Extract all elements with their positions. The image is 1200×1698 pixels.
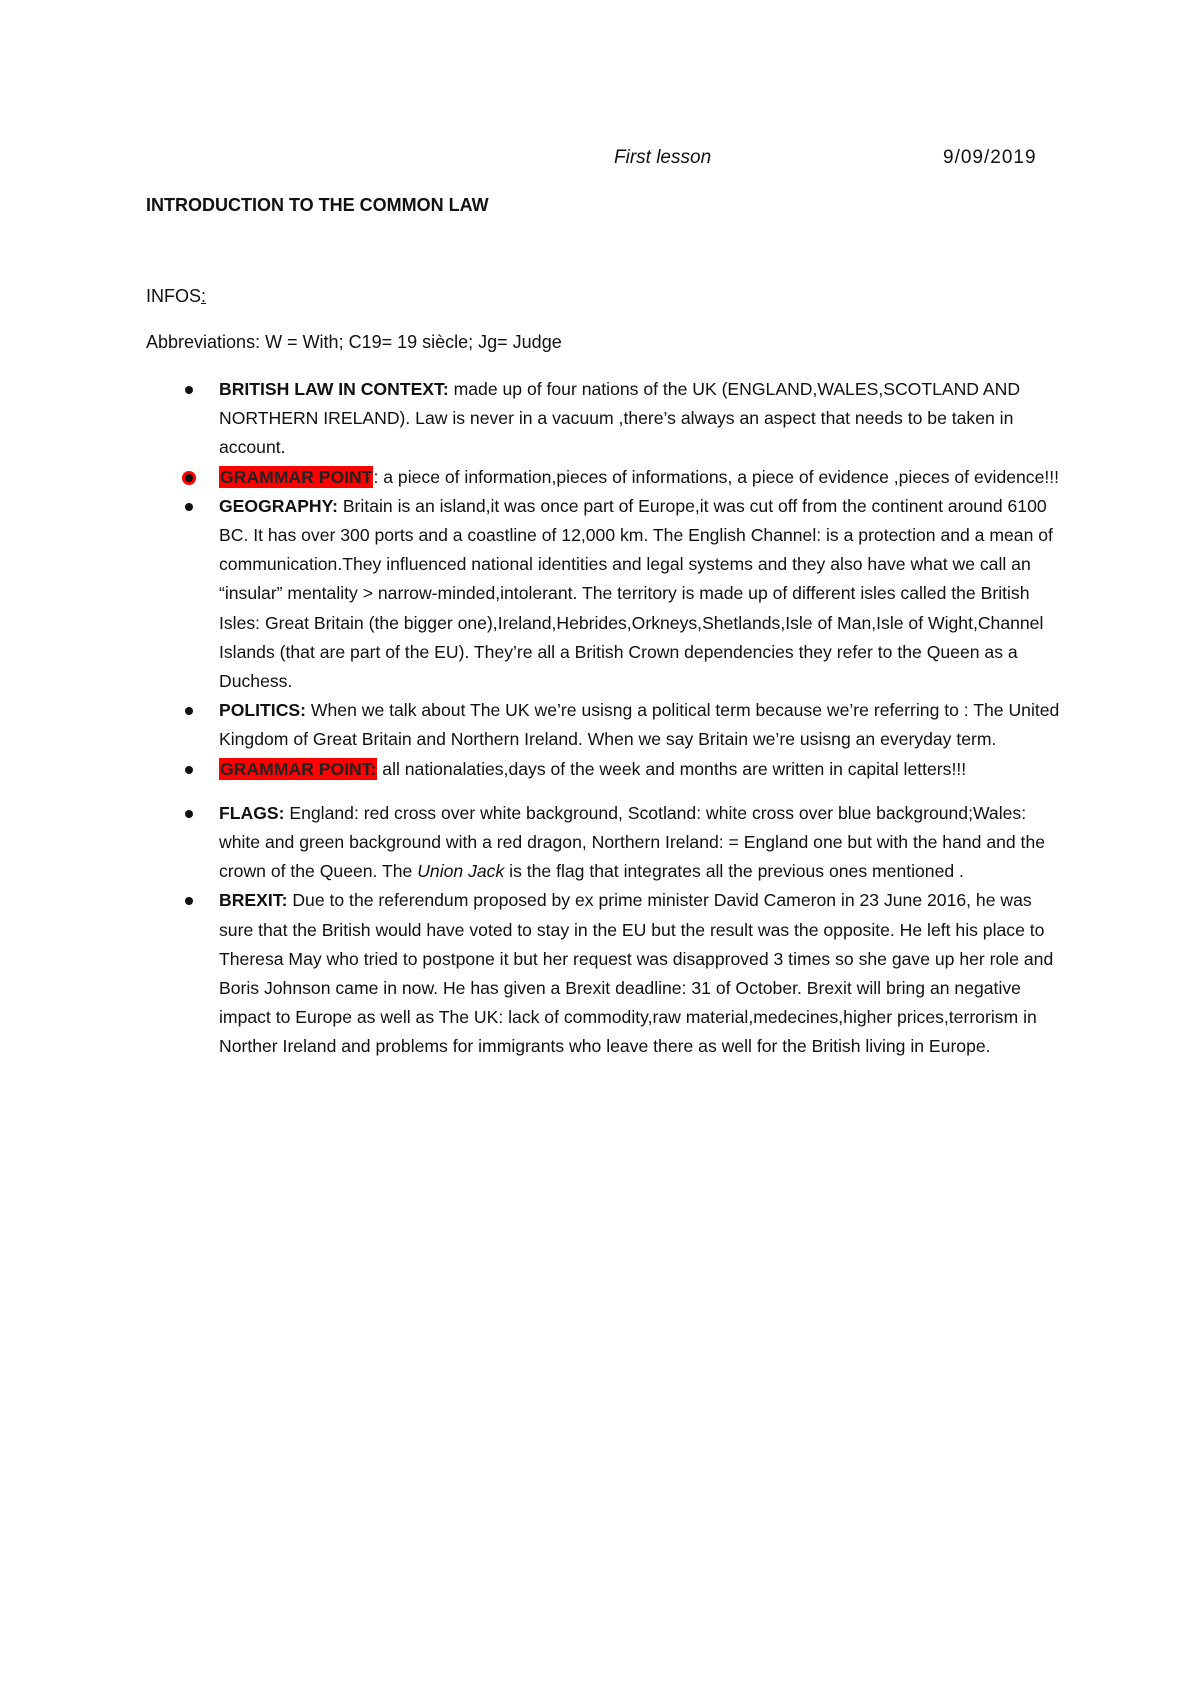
document-title: INTRODUCTION TO THE COMMON LAW: [146, 195, 489, 215]
bullet-text: Britain is an island,it was once part of Europe,it was cut off from the continent around 6100 BC. It has over 300 ports and a coastline of 12,000 km. The English Channel: is a protection and a mean of communication.They influenced national identities and legal systems and they also have what we call an “insular” mentality > narrow-minded,intolerant. The territory is made up of different isles called the British Isles: Great Britain (the bigger one),Ireland,Hebrides,Orkneys,Shetlands,Isle of Man,Isle of Wight,Channel Islands (that are part of the EU). They’re all a British Crown dependencies they refer to the Queen as a Duchess.: [219, 495, 1053, 692]
list-item-flags: [146, 799, 1066, 887]
bullet-text: Due to the referendum proposed by ex prime minister David Cameron in 23 June 2016, he was sure that the British would have voted to stay in the EU but the result was the opposite. He left his place to Theresa May who tried to postpone it but her request was disapproved 3 times so she gave up her role and Boris Johnson came in now. He has given a Brexit deadline: 31 of October. Brexit will bring an negative impact to Europe as well as The UK: lack of commodity,raw material,medecines,higher prices,terrorism in Norther Ireland and problems for immigrants who leave there as well for the British living in Europe.: [219, 890, 1054, 1057]
lesson-title: First lesson: [614, 147, 712, 168]
bullet-text: all nationalaties,days of the week and months are written in capital letters!!!: [377, 758, 967, 779]
bullet-term: BREXIT:: [219, 890, 288, 911]
infos-label: INFOS: [146, 286, 202, 306]
list-item-british-law: [146, 375, 1066, 463]
infos-heading: [146, 286, 206, 307]
list-item-politics: [146, 696, 1066, 754]
bullet-icon: [185, 474, 193, 482]
bullet-icon: [185, 503, 193, 511]
bullet-icon: [185, 897, 193, 905]
highlighted-term: GRAMMAR POINT: [220, 466, 373, 487]
bullet-text: : a piece of information,pieces of informations, a piece of evidence ,pieces of evidence!!!: [373, 466, 1060, 487]
bullet-term: GEOGRAPHY:: [219, 495, 338, 516]
bullet-text: made up of four nations of the UK (ENGLAND,WALES,SCOTLAND AND NORTHERN IRELAND). Law is never in a vacuum ,there’s always an aspect that needs to be taken in account.: [219, 379, 1021, 458]
header-row: [0, 147, 1200, 173]
bullet-icon: [185, 810, 193, 818]
bullet-icon: [185, 386, 193, 394]
bullet-term: FLAGS:: [219, 802, 285, 823]
list-item-geography: [146, 492, 1066, 696]
bullet-text: When we talk about The UK we’re usisng a political term because we’re referring to : The United Kingdom of Great Britain and Northern Ireland. When we say Britain we’re usisng an everyday term.: [219, 700, 1060, 750]
list-item-brexit: [146, 886, 1066, 1061]
bullet-text: England: red cross over white background, Scotland: white cross over blue background;Wales: white and green background with a red dragon, Northern Ireland: = England one but with the hand and the crown of the Queen. The: [219, 802, 1046, 882]
bullet-term: BRITISH LAW IN CONTEXT:: [219, 379, 449, 399]
lesson-date: 9/09/2019: [943, 147, 1037, 168]
bullet-term: POLITICS:: [219, 700, 306, 721]
list-item-grammar-point-1: [146, 463, 1066, 492]
list-item-grammar-point-2: [146, 755, 1066, 784]
bullet-list: [146, 375, 1066, 1062]
bullet-icon: [185, 766, 193, 774]
abbreviations-line: Abbreviations: W = With; C19= 19 siècle; Jg= Judge: [146, 332, 562, 352]
highlighted-term: GRAMMAR POINT:: [220, 758, 377, 779]
bullet-icon: [185, 707, 193, 715]
infos-colon: :: [201, 286, 207, 306]
emphasis-text: Union Jack: [417, 861, 505, 882]
bullet-text: is the flag that integrates all the previous ones mentioned .: [504, 861, 964, 882]
